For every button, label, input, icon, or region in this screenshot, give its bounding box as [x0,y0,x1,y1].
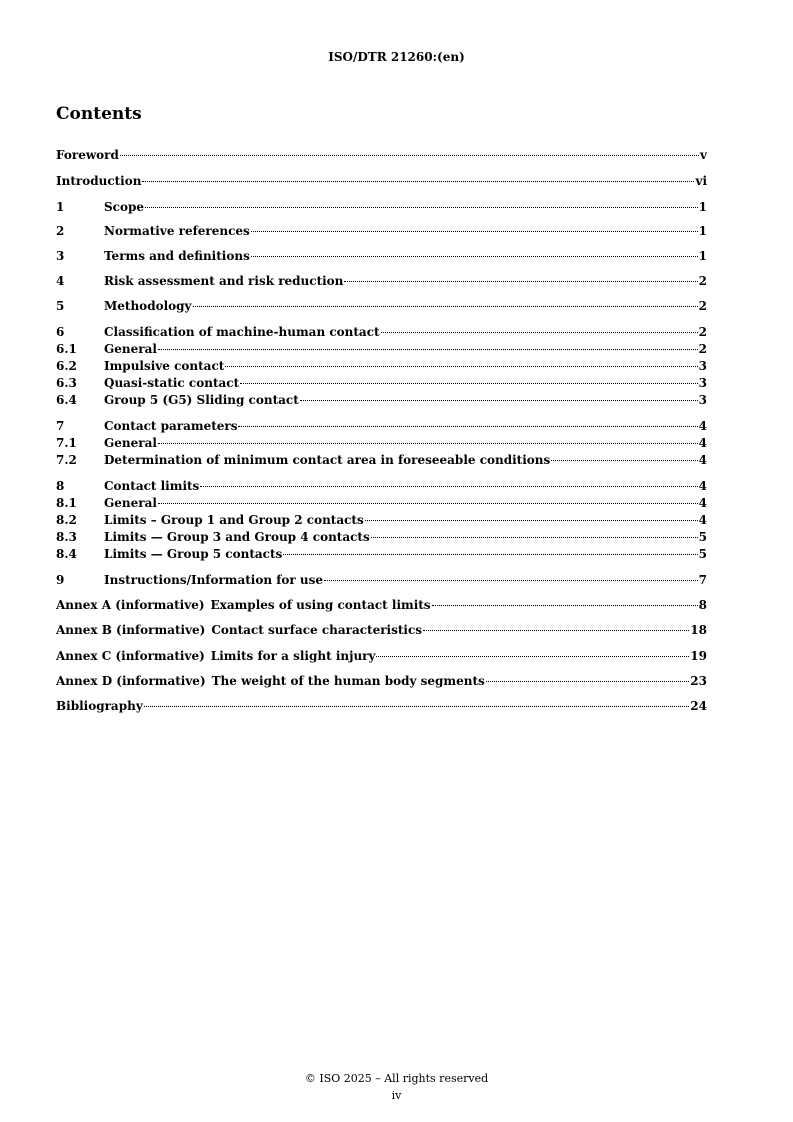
toc-entry-title: Limits — Group 5 contacts [104,547,283,561]
toc-entry-title: General [104,496,157,510]
toc-dot-leader [486,680,690,682]
toc-entry-title: General [104,436,157,450]
toc-entry-title: Examples of using contact limits [210,598,431,612]
toc-entry[interactable] [56,479,707,494]
toc-entry-page: v [700,148,707,162]
toc-entry-number: Annex C (informative) [56,649,205,663]
toc-dot-leader [423,629,689,631]
toc-dot-leader [365,519,698,521]
toc-entry[interactable] [56,513,707,528]
toc-entry-number: Annex B (informative) [56,623,206,637]
toc-entry-page: 1 [698,249,707,263]
toc-entry-title: Impulsive contact [104,359,225,373]
toc-entry-page: 4 [698,479,707,493]
toc-entry-number: 5 [56,299,65,313]
toc-entry-number: 9 [56,573,65,587]
toc-entry[interactable] [56,623,707,638]
toc-dot-leader [251,255,698,257]
toc-entry-title: Methodology [104,299,192,313]
toc-entry[interactable] [56,200,707,215]
toc-entry[interactable] [56,224,707,239]
toc-entry[interactable] [56,299,707,314]
toc-entry-title: Scope [104,200,145,214]
toc-entry-page: 2 [698,325,707,339]
toc-entry[interactable] [56,359,707,374]
toc-entry-page: 2 [698,274,707,288]
toc-dot-leader [432,604,698,606]
toc-entry-title: Risk assessment and risk reduction [104,274,344,288]
toc-entry-page: 7 [698,573,707,587]
toc-entry-title: Instructions/Information for use [104,573,324,587]
toc-entry[interactable] [56,699,707,714]
toc-entry-page: 4 [698,513,707,527]
toc-entry-page: 3 [698,376,707,390]
toc-entry-number: 3 [56,249,65,263]
toc-entry-page: 2 [698,342,707,356]
toc-entry-number: 7 [56,419,65,433]
toc-entry-title: Contact parameters [104,419,238,433]
toc-dot-leader [200,485,697,487]
toc-entry-title: General [104,342,157,356]
toc-dot-leader [120,154,699,156]
toc-entry[interactable] [56,249,707,264]
toc-entry-title: Limits for a slight injury [210,649,376,663]
toc-entry-number: 6.4 [56,393,77,407]
toc-entry-title: Limits – Group 1 and Group 2 contacts [104,513,364,527]
copyright-footer: © ISO 2025 – All rights reserved [304,1072,489,1085]
toc-entry-title: Contact limits [104,479,200,493]
document-id-header: ISO/DTR 21260:(en) [328,50,465,64]
toc-entry-number: Annex A (informative) [56,598,205,612]
toc-entry-page: 4 [698,436,707,450]
toc-dot-leader [251,230,698,232]
toc-entry-page: 8 [698,598,707,612]
toc-entry-title: Normative references [104,224,250,238]
toc-entry-page: 19 [690,649,707,663]
toc-entry[interactable] [56,419,707,434]
toc-dot-leader [158,348,698,350]
toc-entry-title: Limits — Group 3 and Group 4 contacts [104,530,370,544]
toc-entry-number: 1 [56,200,65,214]
toc-entry-number: 8.1 [56,496,77,510]
toc-entry[interactable] [56,530,707,545]
toc-entry-title: Foreword [56,148,119,162]
toc-entry[interactable] [56,342,707,357]
toc-dot-leader [193,305,698,307]
toc-dot-leader [158,442,698,444]
toc-entry-number: 7.2 [56,453,77,467]
toc-entry[interactable] [56,649,707,664]
toc-entry-number: 8 [56,479,65,493]
toc-dot-leader [225,365,697,367]
toc-entry-number: Annex D (informative) [56,674,206,688]
toc-dot-leader [142,180,694,182]
toc-entry-page: 1 [698,200,707,214]
toc-entry-page: 5 [698,547,707,561]
toc-entry-page: 18 [690,623,707,637]
toc-entry-page: 24 [690,699,707,713]
toc-dot-leader [371,536,698,538]
toc-entry[interactable] [56,174,707,189]
toc-entry-page: 4 [698,453,707,467]
toc-dot-leader [240,382,698,384]
toc-entry[interactable] [56,453,707,468]
page-number: iv [391,1089,402,1102]
toc-entry[interactable] [56,547,707,562]
toc-entry[interactable] [56,496,707,511]
toc-dot-leader [238,425,697,427]
toc-dot-leader [324,579,698,581]
toc-entry-page: 1 [698,224,707,238]
toc-entry[interactable] [56,325,707,340]
toc-entry-number: 8.2 [56,513,77,527]
toc-entry[interactable] [56,674,707,689]
toc-entry-title: Classification of machine-human contact [104,325,380,339]
toc-dot-leader [300,399,698,401]
toc-entry[interactable] [56,598,707,613]
toc-entry-number: 6.2 [56,359,77,373]
toc-entry-title: Contact surface characteristics [211,623,423,637]
toc-entry-page: 3 [698,393,707,407]
toc-dot-leader [551,459,697,461]
toc-entry-title: Group 5 (G5) Sliding contact [104,393,299,407]
toc-entry[interactable] [56,573,707,588]
toc-dot-leader [344,280,697,282]
toc-entry-title: The weight of the human body segments [211,674,485,688]
toc-dot-leader [376,655,689,657]
toc-entry-number: 4 [56,274,65,288]
toc-entry-number: 8.4 [56,547,77,561]
toc-entry-page: vi [695,174,707,188]
contents-heading: Contents [56,104,142,124]
toc-entry-title: Quasi-static contact [104,376,240,390]
toc-dot-leader [283,553,697,555]
toc-entry[interactable] [56,436,707,451]
toc-entry-number: 6.1 [56,342,77,356]
toc-entry[interactable] [56,148,707,163]
toc-entry-title: Determination of minimum contact area in foreseeable conditions [104,453,551,467]
toc-entry[interactable] [56,274,707,289]
toc-entry-number: 6.3 [56,376,77,390]
toc-entry-page: 2 [698,299,707,313]
toc-entry-title: Introduction [56,174,142,188]
toc-entry-page: 3 [698,359,707,373]
toc-entry-page: 23 [690,674,707,688]
toc-entry-page: 5 [698,530,707,544]
toc-entry-page: 4 [698,419,707,433]
toc-dot-leader [381,331,698,333]
toc-entry-number: 8.3 [56,530,77,544]
toc-entry[interactable] [56,393,707,408]
toc-dot-leader [144,705,690,707]
toc-entry-title: Bibliography [56,699,143,713]
toc-entry-number: 7.1 [56,436,77,450]
toc-entry-number: 2 [56,224,65,238]
toc-entry[interactable] [56,376,707,391]
toc-entry-page: 4 [698,496,707,510]
toc-entry-number: 6 [56,325,65,339]
toc-dot-leader [158,502,698,504]
toc-dot-leader [145,206,698,208]
toc-entry-title: Terms and definitions [104,249,250,263]
